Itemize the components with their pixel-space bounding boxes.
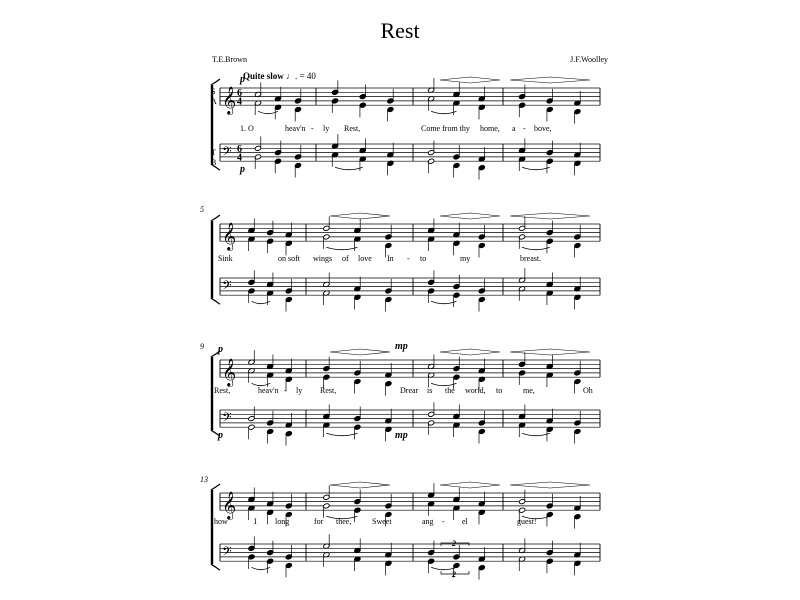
lyric-syllable: - — [311, 124, 314, 133]
composer-credit: J.F.Woolley — [570, 55, 608, 64]
time-signature-numerator: 6 — [237, 144, 242, 156]
notation-canvas — [190, 218, 610, 303]
treble-clef: 𝄞 — [222, 358, 237, 387]
measure-number: 13 — [200, 475, 208, 484]
lyric-syllable: el — [462, 517, 468, 526]
hairpin — [330, 349, 390, 355]
lyric-syllable: ly — [323, 124, 330, 133]
metronome-mark: ♩. = 40 — [286, 71, 316, 81]
slur — [326, 516, 357, 519]
lyric-syllable: Oh — [583, 386, 593, 395]
lyric-syllable: 1. O — [240, 124, 254, 133]
lyric-syllable: for — [314, 517, 324, 526]
lyric-syllable: world, — [465, 386, 486, 395]
lyric-syllable: Rest, — [320, 386, 337, 395]
hairpin — [440, 482, 500, 488]
slur — [335, 167, 363, 170]
treble-clef: 𝄞 — [222, 222, 237, 251]
lyric-syllable: bove, — [534, 124, 552, 133]
slur — [431, 301, 456, 304]
voice-label-soprano: S — [211, 87, 216, 96]
treble-clef: 𝄞 — [222, 491, 237, 520]
page-title: Rest — [380, 18, 420, 43]
hairpin — [510, 213, 590, 219]
hairpin — [440, 213, 500, 219]
tuplet-number: 2 — [452, 539, 456, 548]
lyric-syllable: ang — [422, 517, 434, 526]
lyric-syllable: the — [445, 386, 455, 395]
hairpin — [510, 349, 590, 355]
hairpin — [330, 482, 390, 488]
notation-canvas — [190, 354, 610, 439]
measure-number: 5 — [200, 205, 204, 214]
dynamic-marking: p — [218, 430, 223, 441]
slur — [431, 383, 456, 386]
hairpin — [510, 482, 590, 488]
lyric-syllable: a — [512, 124, 516, 133]
tempo-marking — [243, 71, 316, 81]
lyric-syllable: is — [427, 386, 433, 395]
hairpin — [330, 213, 390, 219]
bass-clef: 𝄢 — [222, 143, 232, 162]
time-signature-denominator: 4 — [237, 96, 242, 108]
slur — [522, 247, 550, 250]
poet-credit: T.E.Brown — [212, 55, 247, 64]
lyric-syllable: my — [460, 254, 471, 263]
treble-clef: 𝄞 — [222, 86, 237, 115]
hairpin — [440, 349, 500, 355]
voice-label-alto: A — [211, 97, 217, 106]
slur — [522, 433, 550, 436]
lyric-syllable: ly — [296, 386, 303, 395]
lyric-syllable: on soft — [278, 254, 300, 263]
slur — [326, 433, 357, 436]
dynamic-marking: mp — [395, 430, 408, 441]
system-4 — [190, 475, 610, 579]
slur — [522, 516, 550, 519]
notation-canvas — [190, 82, 610, 177]
lyric-syllable: how — [214, 517, 228, 526]
lyric-syllable: love — [358, 254, 372, 263]
lyric-syllable: Come from thy — [421, 124, 470, 133]
lyric-syllable: Rest, — [214, 386, 231, 395]
time-signature-denominator: 4 — [237, 152, 242, 164]
lyric-syllable: In — [387, 254, 394, 263]
lyric-syllable: to — [496, 386, 503, 395]
system-3 — [190, 341, 610, 441]
lyric-syllable: Sweet — [372, 517, 392, 526]
measure-number: 9 — [200, 342, 204, 351]
dynamic-marking: p — [218, 344, 223, 355]
lyric-syllable: of — [342, 254, 349, 263]
voice-label-tenor: T — [211, 148, 216, 157]
time-signature-numerator: 6 — [237, 88, 242, 100]
lyric-syllable: heav'n — [258, 386, 279, 395]
notation-canvas — [190, 488, 610, 578]
bass-clef: 𝄢 — [222, 409, 232, 428]
dynamic-marking: mp — [395, 341, 408, 352]
lyric-syllable: Rest, — [344, 124, 361, 133]
lyric-syllable: Drear — [400, 386, 419, 395]
lyric-syllable: thee, — [336, 517, 352, 526]
slur — [522, 167, 550, 170]
lyric-syllable: guest! — [517, 517, 537, 526]
voice-label-bass: B — [211, 158, 217, 167]
bass-clef: 𝄢 — [222, 277, 232, 296]
system-2 — [190, 205, 610, 303]
tempo-text: Quite slow — [243, 71, 284, 81]
lyric-syllable: - — [442, 517, 445, 526]
lyric-syllable: to — [420, 254, 427, 263]
lyric-syllable: I — [254, 517, 257, 526]
lyric-syllable: me, — [523, 386, 535, 395]
lyric-syllable: breast. — [520, 254, 542, 263]
slur — [326, 247, 357, 250]
dynamic-marking: p — [240, 74, 245, 85]
lyric-syllable: - — [523, 124, 526, 133]
dynamic-marking: p — [240, 164, 245, 175]
lyric-syllable: - — [284, 386, 287, 395]
hairpin — [440, 77, 500, 83]
slur — [431, 111, 456, 114]
tuplet-number: 2 — [452, 570, 456, 579]
hairpin — [510, 77, 590, 83]
bass-clef: 𝄢 — [222, 543, 232, 562]
lyric-syllable: wings — [313, 254, 333, 263]
lyric-syllable: Sink — [218, 254, 233, 263]
lyric-syllable: long — [275, 517, 290, 526]
lyric-syllable: - — [407, 254, 410, 263]
lyric-syllable: home, — [480, 124, 500, 133]
lyric-syllable: heav'n — [285, 124, 306, 133]
